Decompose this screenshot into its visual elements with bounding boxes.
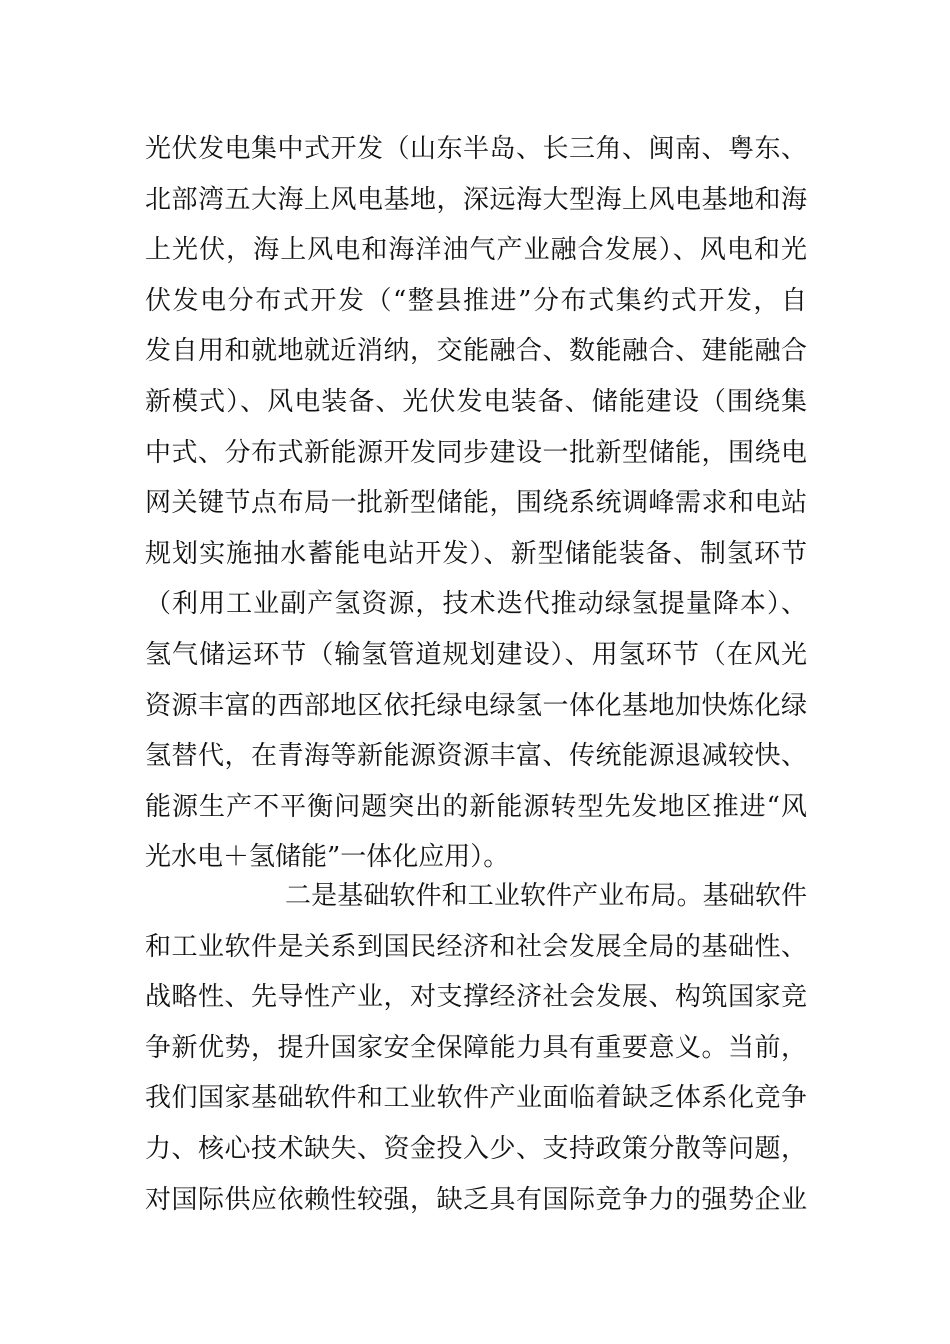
text-line: 能源生产不平衡问题突出的新能源转型先发地区推进“风 <box>145 791 807 822</box>
text-line: 上光伏，海上风电和海洋油气产业融合发展）、风电和光 <box>145 235 807 266</box>
text-line: 和工业软件是关系到国民经济和社会发展全局的基础性、 <box>145 931 807 962</box>
text-line: 力、核心技术缺失、资金投入少、支持政策分散等问题， <box>145 1133 807 1164</box>
text-line: 氢气储运环节（输氢管道规划建设）、用氢环节（在风光 <box>145 639 807 670</box>
text-line: 中式、分布式新能源开发同步建设一批新型储能，围绕电 <box>145 437 807 468</box>
text-line: 战略性、先导性产业，对支撑经济社会发展、构筑国家竞 <box>145 982 807 1013</box>
text-line: 争新优势，提升国家安全保障能力具有重要意义。当前， <box>145 1032 807 1063</box>
text-line: 伏发电分布式开发（“整县推进”分布式集约式开发，自 <box>145 285 807 316</box>
text-line: 发自用和就地就近消纳，交能融合、数能融合、建能融合 <box>145 336 807 367</box>
text-line: 光伏发电集中式开发（山东半岛、长三角、闽南、粤东、 <box>145 134 807 164</box>
paragraph-2 <box>145 871 807 1225</box>
text-line: 氢替代，在青海等新能源资源丰富、传统能源退减较快、 <box>145 741 807 772</box>
text-line-last: 光水电＋氢储能”一体化应用）。 <box>145 842 510 873</box>
text-line: 资源丰富的西部地区依托绿电绿氢一体化基地加快炼化绿 <box>145 690 807 721</box>
text-line: 我们国家基础软件和工业软件产业面临着缺乏体系化竞争 <box>145 1083 807 1114</box>
text-line: 网关键节点布局一批新型储能，围绕系统调峰需求和电站 <box>145 488 807 519</box>
text-line: 对国际供应依赖性较强，缺乏具有国际竞争力的强势企业 <box>145 1184 807 1215</box>
paragraph-1 <box>145 124 807 883</box>
text-line-indented: 二是基础软件和工业软件产业布局。基础软件 <box>285 881 807 911</box>
text-line: 规划实施抽水蓄能电站开发）、新型储能装备、制氢环节 <box>145 538 807 569</box>
text-line: （利用工业副产氢资源，技术迭代推动绿氢提量降本）、 <box>145 589 807 620</box>
text-line: 新模式）、风电装备、光伏发电装备、储能建设（围绕集 <box>145 386 807 417</box>
text-line: 北部湾五大海上风电基地，深远海大型海上风电基地和海 <box>145 184 807 215</box>
